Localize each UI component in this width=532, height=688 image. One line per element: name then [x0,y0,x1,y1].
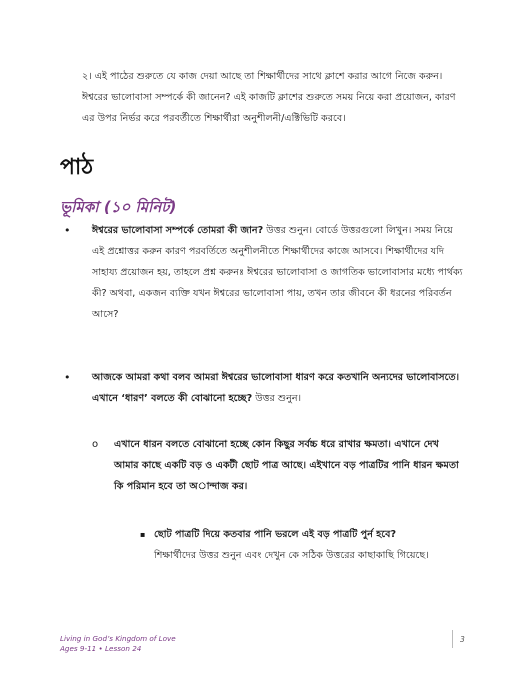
sub-bullet-marker: o [92,439,99,450]
footer-divider [452,630,453,648]
bullet-2-question: আজকে আমরা কথা বলব আমরা ঈশ্বরের ভালোবাসা ধারণ করে কতখানি অন্যদের ভালোবাসতে। এখানে ‘ধারণ’ বলতে কী বোঝানো হচ্ছে? [92,372,460,404]
sub-bullet-item [92,434,464,497]
footer-course-info [60,634,176,654]
footer-title: Living in God’s Kingdom of Love [60,634,176,643]
sub-sub-bullet-question: ছোট পাত্রটি দিয়ে কতবার পানি ভরলে এই বড় পাত্রটি পুর্ন হবে? [154,529,397,540]
sub-sub-bullet-marker: ▪ [140,530,146,539]
bullet-item-1 [64,220,468,325]
bullet-2-text [92,367,468,409]
footer-subtitle: Ages 9-11 • Lesson 24 [60,644,142,653]
introduction-heading: ভূমিকা (১০ মিনিট) [60,198,177,216]
page-number: 3 [460,635,465,644]
intro-paragraph: ২। এই পাঠের শুরুতে যে কাজ দেয়া আছে তা শিক্ষার্থীদের সাথে ক্লাশে করার আগে নিজে করুন। ঈশ্বরের ভালোবাসা সম্পর্কে কী জানেন? এই কাজটি ক্লাশের শুরুতে সময় নিয়ে করা প্রয়োজন, কারণ এর উপর নির্ভর করে পরবর্তীতে শিক্ষার্থীরা অনুশীলনী/এক্টিভিটি করবে। [82,71,456,124]
bullet-marker: • [64,224,71,237]
bullet-2-body: উত্তর শুনুন। [252,393,302,404]
sub-bullet-text: এখানে ধারন বলতে বোঝানো হচ্ছে কোন কিছুর সর্বচ্চ ধরে রাখার ক্ষমতা। এখানে দেখ আমার কাছে একটি বড় ও একটী ছোট পাত্র আছে। এইখানে বড় পাত্রটির পানি ধারন ক্ষমতা কি পরিমান হবে তা অান্দাজ কর। [114,439,459,492]
bullet-item-2 [64,367,468,409]
bullet-1-body: উত্তর শুনুন। বোর্ডে উত্তরগুলো লিখুন। সময় নিয়ে এই প্রশ্নোত্তর করুন কারণ পরবর্তিতে অনুশীলনীতে শিক্ষার্থীদের কাজে আসবে। শিক্ষার্থীদের যদি সাহায্য প্রয়োজন হয়, তাহলে প্রশ্ন করুনঃ ঈশ্বরের ভালোবাসা ও জাগতিক ভালোবাসার মধ্যে পার্থক্য কী? অথবা, একজন ব্যক্তি যখন ঈশ্বরের ভালোবাসা পায়, তখন তার জীবনে কী ধরনের পরিবর্তন আসে? [92,225,463,320]
sub-sub-bullet-item [140,524,464,566]
bullet-marker: • [64,371,71,384]
bullet-1-question: ঈশ্বরের ভালোবাসা সম্পর্কে তোমরা কী জান? [92,225,264,236]
lesson-heading: পাঠ [60,155,94,180]
sub-sub-bullet-body: শিক্ষার্থীদের উত্তর শুনুন এবং দেখুন কে সঠিক উত্তরের কাছাকাছি গিয়েছে। [154,550,429,561]
bullet-1-text [92,220,468,325]
